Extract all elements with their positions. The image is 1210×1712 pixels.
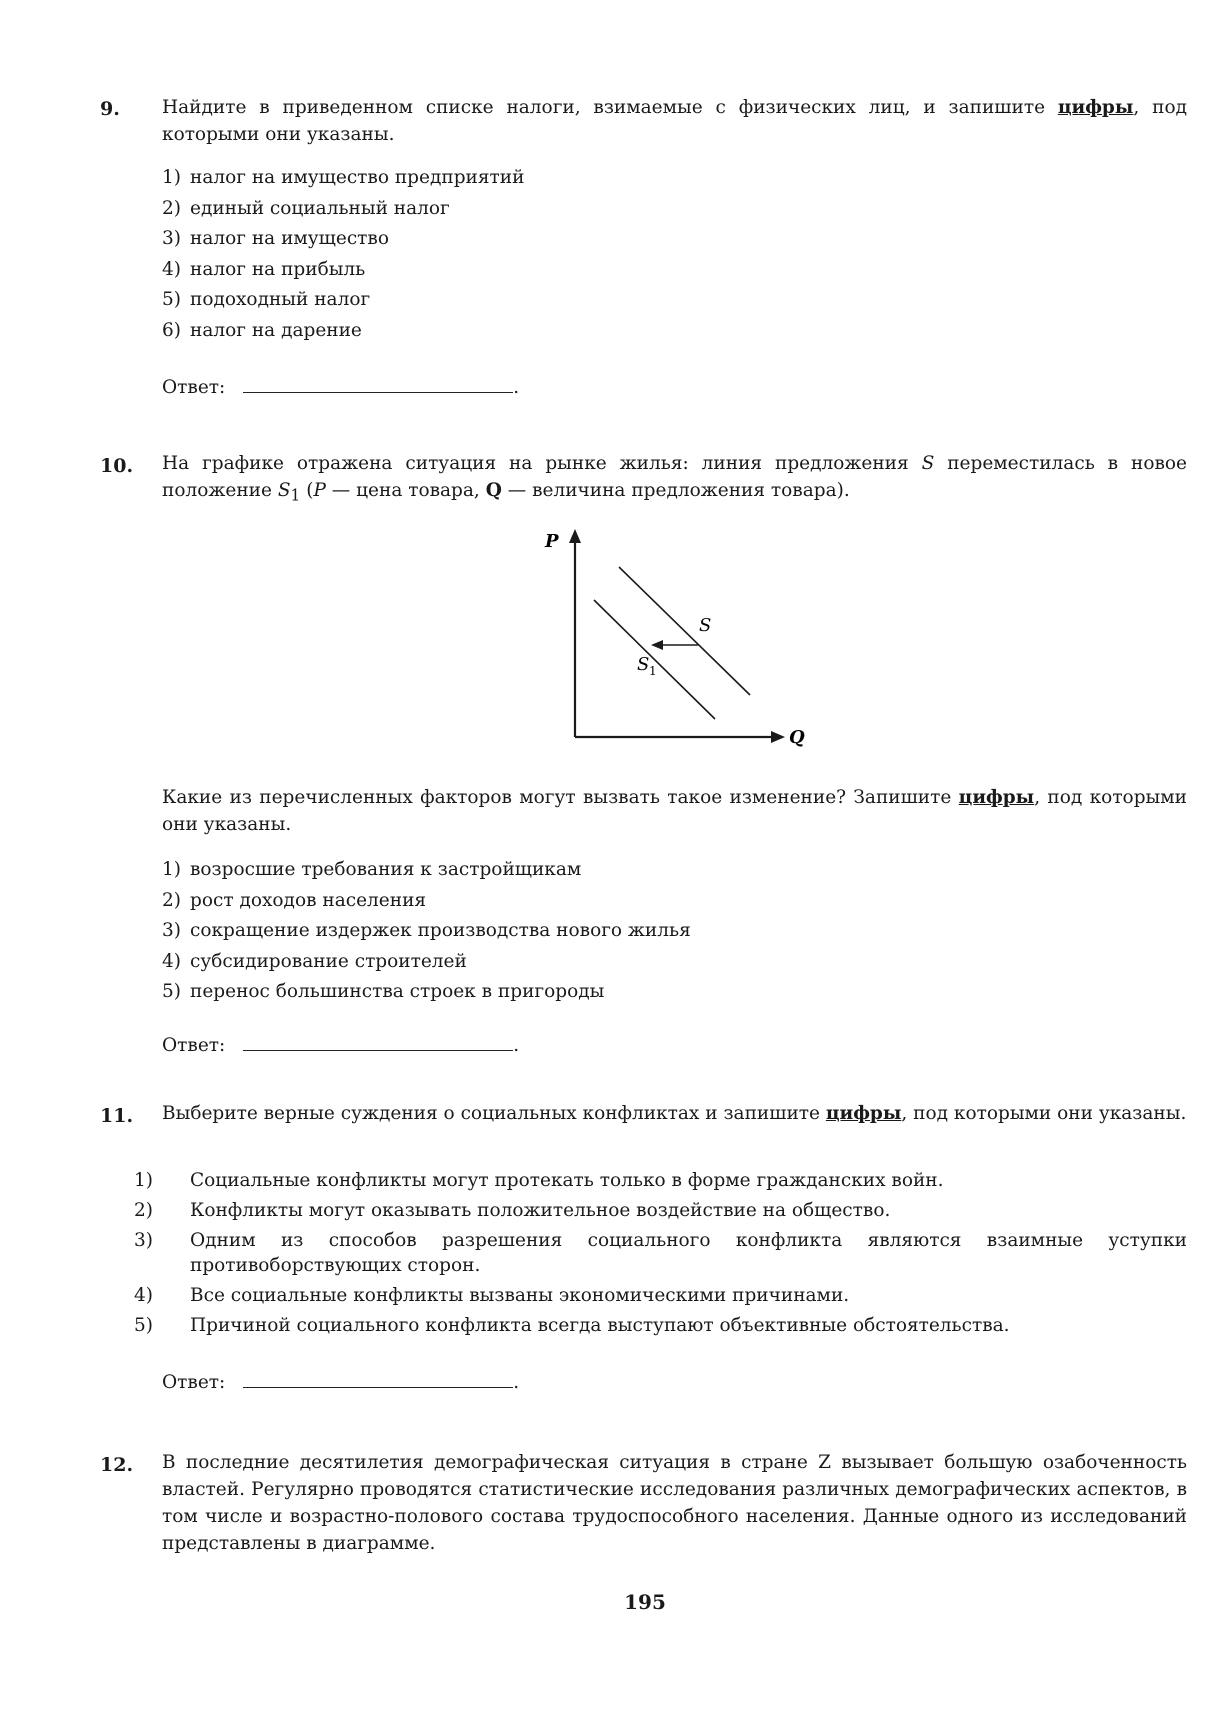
answer-line[interactable] [243, 1369, 513, 1388]
task-number: 9. [100, 98, 120, 120]
task-subquestion: Какие из перечисленных факторов могут вызвать такое изменение? Запишите цифры, под которыми они указаны. [162, 787, 1187, 835]
option-item: 5) подоходный налог [162, 289, 371, 310]
x-axis-arrow [771, 731, 785, 743]
option-item: 1) налог на имущество предприятий [162, 167, 525, 188]
question-text-end: , под которыми они указаны. [162, 97, 1187, 145]
option-item: 3) Одним из способов разрешения социального конфликта являются взаимные уступки противоборствующих сторон. [134, 1230, 1187, 1276]
answer-label: Ответ: [162, 1035, 226, 1056]
answer-field[interactable]: Ответ: . [162, 1369, 519, 1393]
option-item: 5) Причиной социального конфликта всегда выступают объективные обстоятельства. [134, 1315, 1010, 1336]
options-list [162, 855, 1187, 1008]
question-text: Найдите в приведенном списке налоги, взимаемые с физических лиц, и запишите [162, 97, 1058, 118]
option-item: 2) рост доходов населения [162, 889, 427, 911]
option-item: 5) перенос большинства строек в пригороды [162, 981, 605, 1002]
option-item: 1) возросшие требования к застройщикам [162, 859, 582, 880]
y-axis-arrow [569, 529, 581, 543]
supply-shift-graph [535, 525, 825, 759]
curve-s1-subscript: 1 [649, 664, 657, 678]
options-list [162, 163, 1187, 346]
option-item: 1) Социальные конфликты могут протекать только в форме гражданских войн. [134, 1170, 944, 1191]
answer-label: Ответ: [162, 1372, 226, 1393]
task-number: 10. [100, 455, 134, 477]
task-number: 11. [100, 1105, 134, 1127]
answer-label: Ответ: [162, 377, 226, 398]
keyword-digits: цифры [1057, 97, 1134, 118]
options-list [134, 1168, 1187, 1343]
option-item: 4) Все социальные конфликты вызваны экономическими причинами. [134, 1285, 850, 1306]
answer-field[interactable]: Ответ: . [162, 374, 519, 398]
curve-s1-label: S [637, 654, 650, 675]
y-axis-label: P [545, 531, 559, 552]
x-axis-label: Q [789, 727, 805, 748]
option-item: 4) налог на прибыль [162, 258, 366, 280]
option-item: 3) сокращение издержек производства нового жилья [162, 920, 691, 941]
shift-arrowhead [651, 640, 663, 650]
supply-curve-s1 [594, 600, 715, 719]
option-item: 2) Конфликты могут оказывать положительное воздействие на общество. [134, 1200, 891, 1221]
answer-line[interactable] [243, 1032, 513, 1051]
option-item: 4) субсидирование строителей [162, 950, 467, 972]
option-item: 2) единый социальный налог [162, 197, 450, 219]
graph-svg [535, 525, 825, 755]
keyword-digits: цифры [958, 787, 1035, 808]
option-item: 3) налог на имущество [162, 228, 389, 249]
answer-line[interactable] [243, 374, 513, 393]
task-text: В последние десятилетия демографическая ситуация в стране Z вызывает большую озабоченность властей. Регулярно проводятся статистические исследования различных демографических аспектов, в том числе и возрастно-полового состава трудоспособного населения. Данные одного из исследований представлены в диаграмме. [162, 1452, 1187, 1554]
page-number: 195 [624, 1590, 666, 1614]
task-question [162, 94, 1187, 148]
task-number: 12. [100, 1454, 134, 1476]
answer-field[interactable]: Ответ: . [162, 1032, 519, 1056]
option-item: 6) налог на дарение [162, 319, 362, 341]
curve-s-label: S [699, 615, 712, 636]
task-question: Выберите верные суждения о социальных конфликтах и запишите цифры, под которыми они указаны. [162, 1103, 1187, 1124]
task-question: На графике отражена ситуация на рынке жилья: линия предложения S переместилась в новое положение $S_1$ (P — цена товара, Q — величина предложения товара). [162, 453, 1187, 505]
keyword-digits: цифры [825, 1103, 902, 1124]
supply-curve-s [619, 567, 750, 695]
